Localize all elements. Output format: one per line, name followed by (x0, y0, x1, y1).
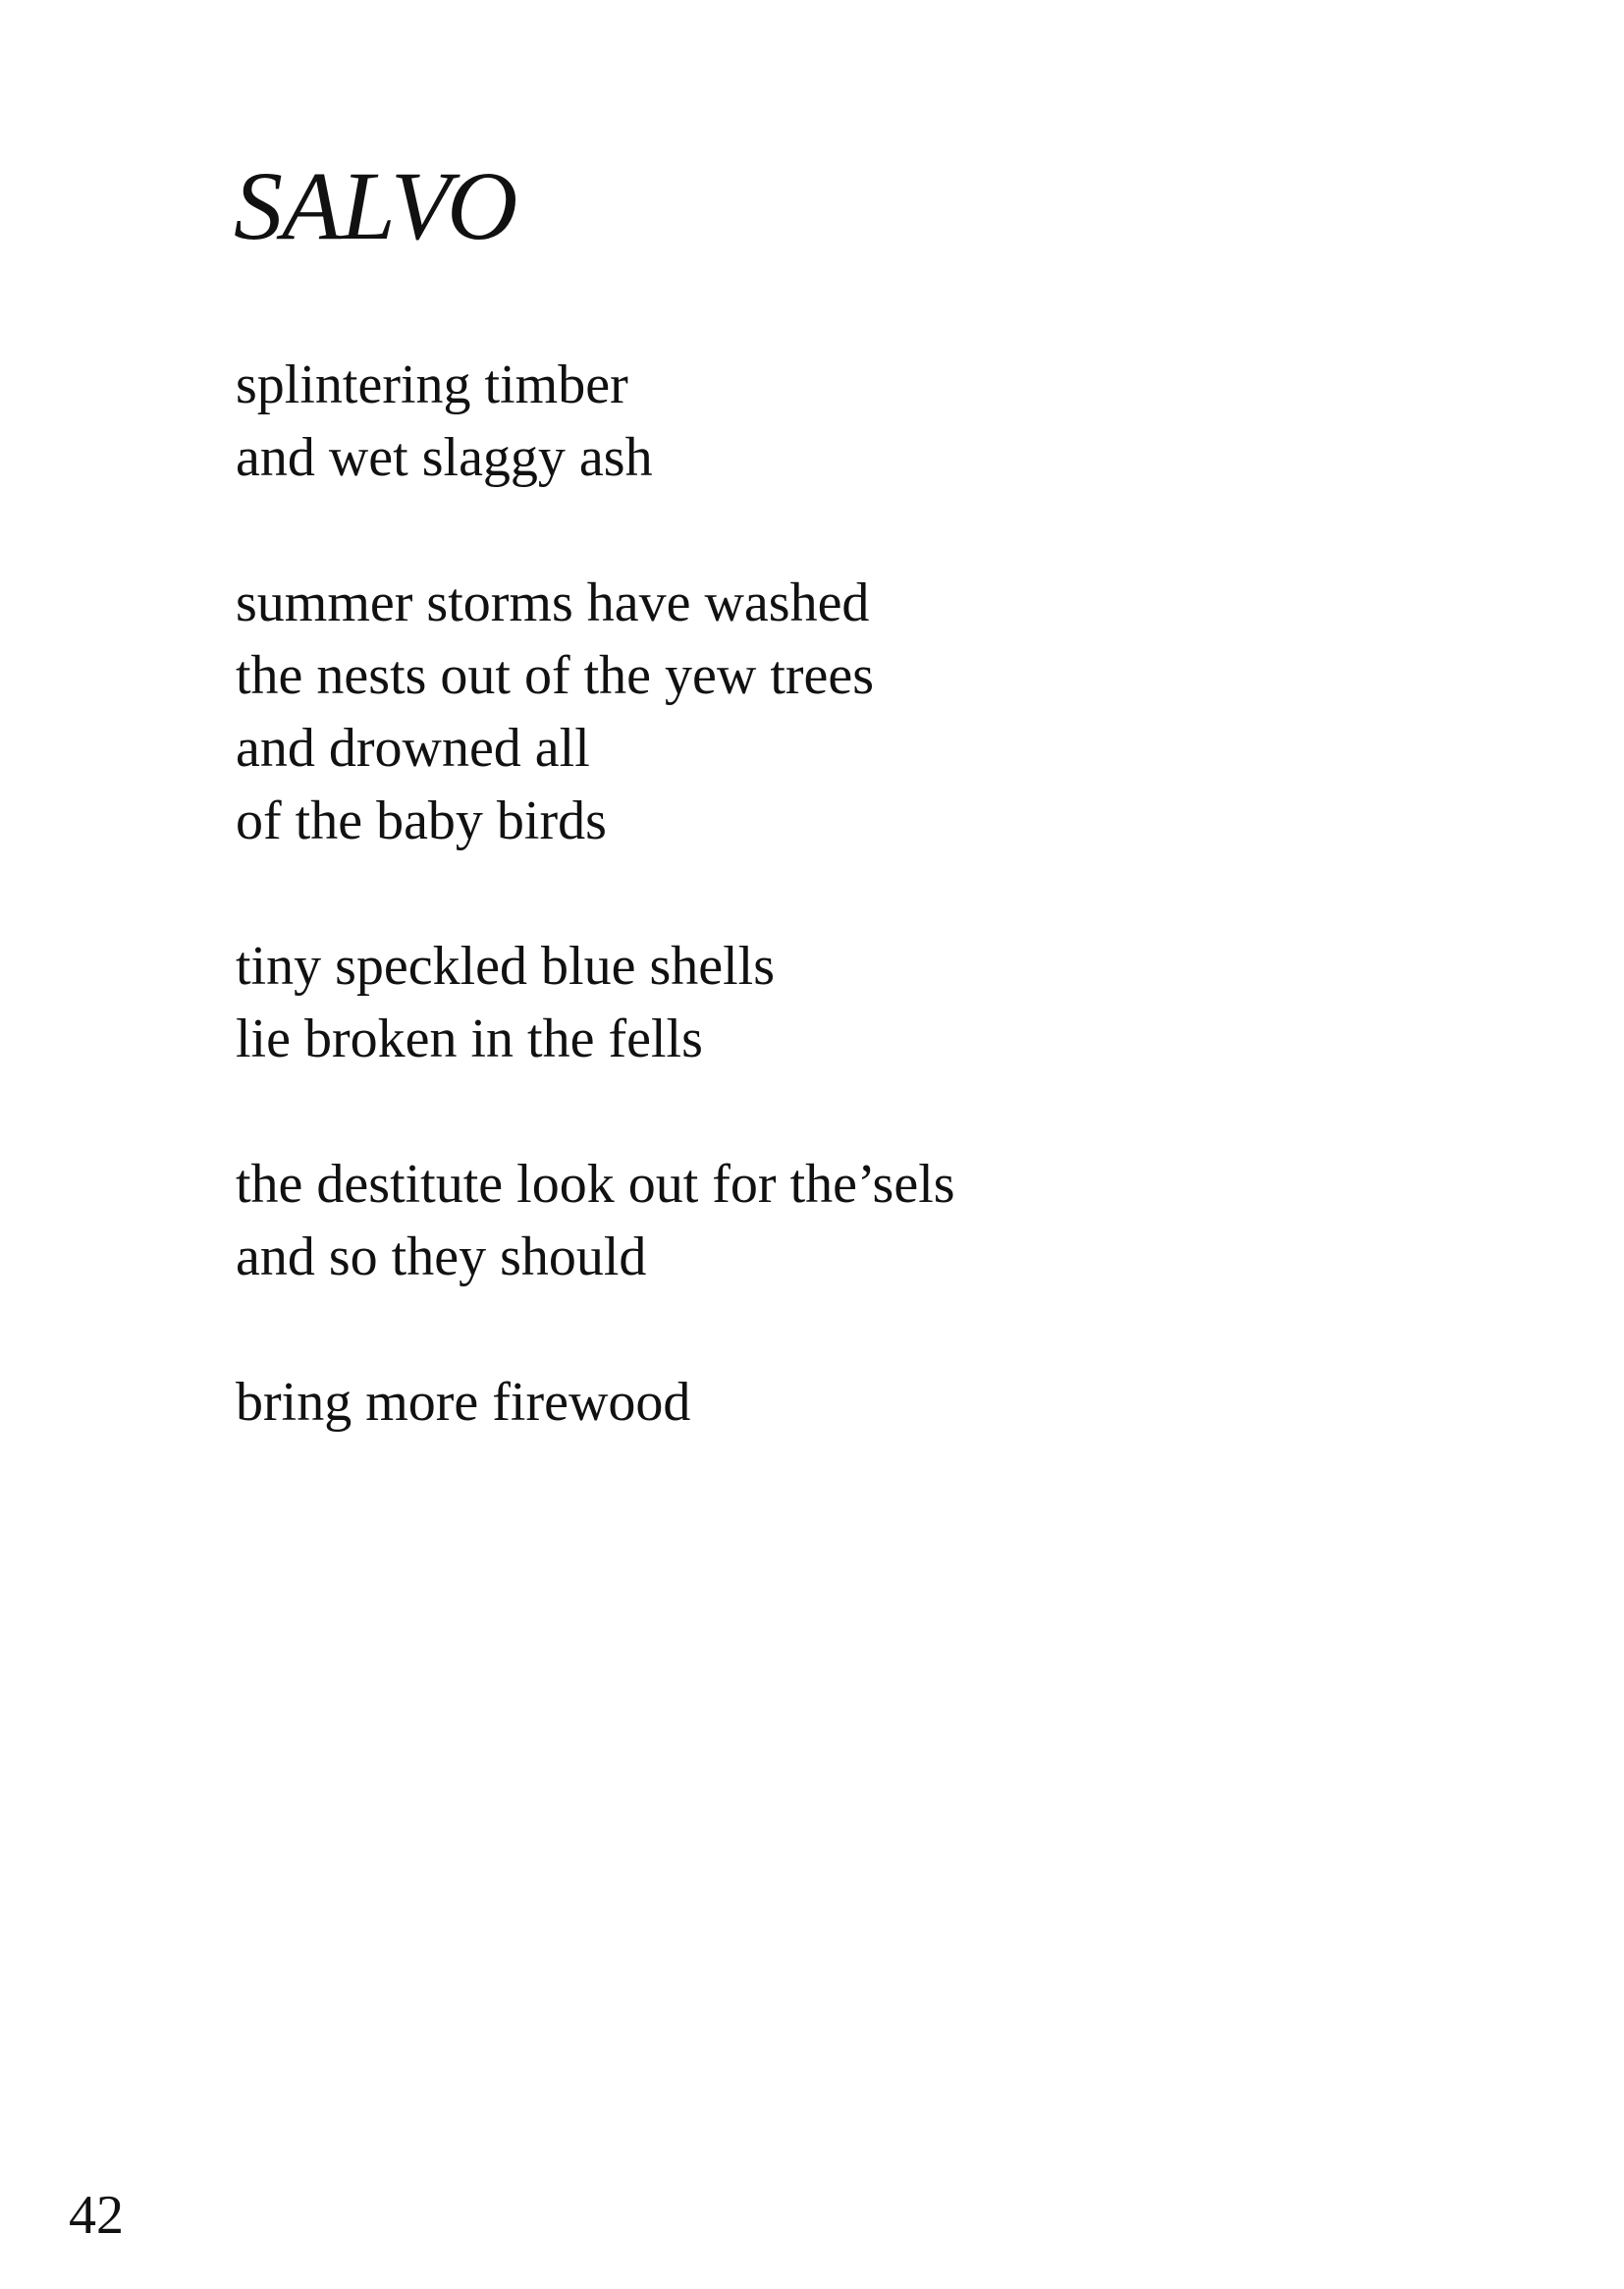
poem-line: and drowned all (236, 718, 590, 779)
stanza-5 (236, 1366, 955, 1439)
poem-line: bring more firewood (236, 1372, 691, 1433)
poem-line: the nests out of the yew trees (236, 645, 875, 706)
page-number: 42 (69, 2185, 124, 2246)
poem-line: the destitute look out for the’sels (236, 1154, 955, 1215)
poem-body (236, 349, 955, 1439)
stanza-3 (236, 930, 955, 1075)
stanza-2 (236, 567, 955, 857)
poem-line: splintering timber (236, 354, 628, 415)
poem-line: and wet slaggy ash (236, 427, 653, 488)
poem-title: SALVO (234, 151, 517, 260)
stanza-1 (236, 349, 955, 494)
poem-line: lie broken in the fells (236, 1008, 703, 1069)
poem-line: summer storms have washed (236, 572, 870, 633)
poem-line: of the baby birds (236, 790, 607, 851)
stanza-4 (236, 1148, 955, 1293)
poem-line: and so they should (236, 1226, 647, 1287)
poem-line: tiny speckled blue shells (236, 936, 776, 997)
